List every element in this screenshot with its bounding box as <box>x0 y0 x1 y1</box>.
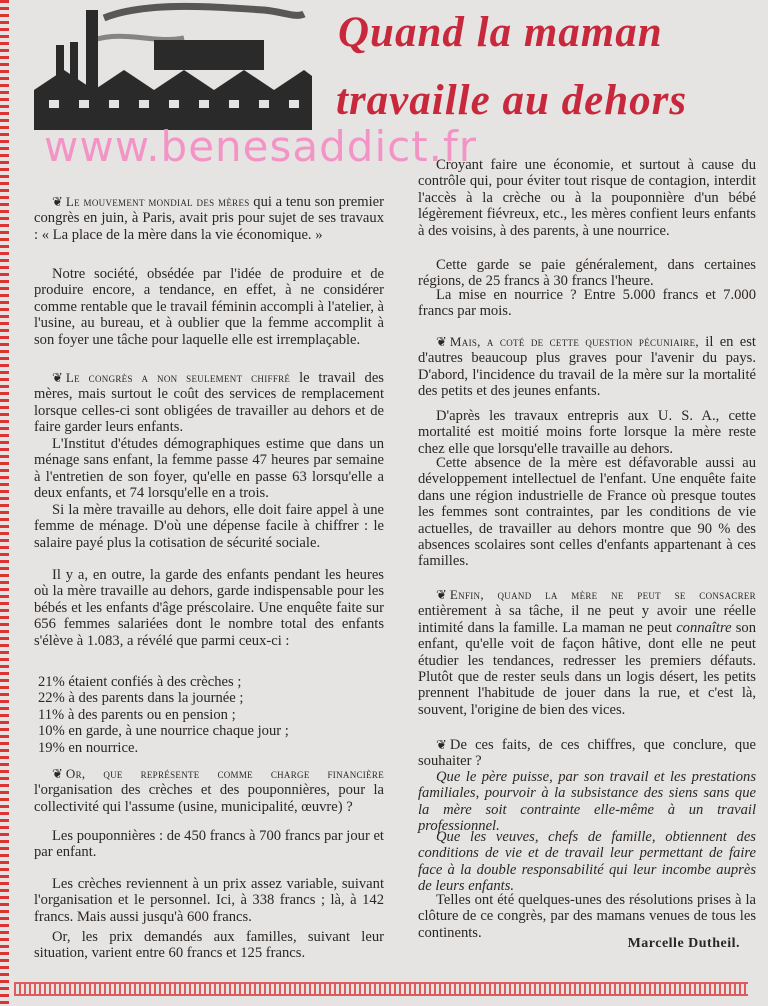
paragraph-text: De ces faits, de ces chiffres, que conclure, que souhaiter ? <box>418 737 756 770</box>
list-item: 11% à des parents ou en pension ; <box>38 706 236 723</box>
paragraph: Cette absence de la mère est défavorable aussi au développement intellectuel de l'enfant. Une enquête faite dans une région industrielle de France où presque toutes les femmes sont contraintes, par les conditions de vie actuelles, de travailler au dehors montre que 90 % des absences scolaires sont celles d'enfants appartenant à ces familles. <box>418 455 756 570</box>
paragraph: L'Institut d'études démographiques estime que dans un ménage sans enfant, la femme passe 47 heures par semaine à l'entretien de son foyer, qu'elle en passe 63 lorsqu'elle a deux enfants, et 74 lorsqu'elle en a trois. <box>34 436 384 502</box>
paragraph-text: entièrement à sa tâche, il ne peut y avoir une réelle intimité dans la famille. La maman ne peut <box>418 603 756 636</box>
lead-in: Le congrès a non seulement chiffré <box>65 370 291 385</box>
list-item: 21% étaient confiés à des crèches ; <box>38 674 242 690</box>
list-item: 22% à des parents dans la journée ; <box>38 690 244 707</box>
paragraph: Les pouponnières : de 450 francs à 700 francs par jour et par enfant. <box>34 828 384 861</box>
paragraph-section-3 <box>34 766 384 815</box>
lead-in: Le mouvement mondial des mères <box>65 194 250 209</box>
paragraph-intro <box>34 194 384 243</box>
left-decorative-border <box>0 0 9 1006</box>
lead-in: Mais, a coté de cette question pécuniaire, <box>449 334 699 349</box>
paragraph-section-4 <box>418 334 756 400</box>
paragraph: Notre société, obsédée par l'idée de produire et de produire encore, a tendance, en effet, à ne considérer comme rentable que le travail féminin accompli à l'atelier, à l'usine, au bureau, et à oublier que la femme accomplit à son foyer une tâche pour laquelle elle est irremplaçable. <box>34 266 384 348</box>
fleuron-icon: ❦ <box>436 737 447 752</box>
paragraph-text: l'organisation des crèches et des pouponnières, pour la collectivité qui l'assume (usine, municipalité, œuvre) ? <box>34 782 384 815</box>
fleuron-icon: ❦ <box>52 370 63 385</box>
lead-in: Or, que représente comme charge financière <box>65 766 384 781</box>
paragraph-section-2 <box>34 370 384 436</box>
article-title-line-1: Quand la maman <box>338 9 663 56</box>
paragraph-section-5 <box>418 587 756 718</box>
resolution-paragraph: Que les veuves, chefs de famille, obtiennent des conditions de vie et de travail leur permettant de faire face à la double responsabilité qui leur incombe auprès de leurs enfants. <box>418 829 756 895</box>
paragraph-text: qui a tenu son premier congrès en juin, à Paris, avait pris pour sujet de ses travaux : « La place de la mère dans la vie économique. » <box>34 194 385 243</box>
paragraph: La mise en nourrice ? Entre 5.000 francs et 7.000 francs par mois. <box>418 287 756 320</box>
paragraph: D'après les travaux entrepris aux U. S. A., cette mortalité est moitié moins forte lorsque la mère reste chez elle que lorsqu'elle travaille au dehors. <box>418 408 756 457</box>
list-item: 19% en nourrice. <box>38 739 139 756</box>
paragraph-conclusion <box>418 737 756 770</box>
watermark: www.benesaddict.fr <box>44 122 478 171</box>
resolution-paragraph: Que le père puisse, par son travail et les prestations familiales, pourvoir à la subsistance des siens sans que la mère soit contrainte elle-même à un travail professionnel. <box>418 769 756 835</box>
paragraph: Il y a, en outre, la garde des enfants pendant les heures où la mère travaille au dehors, garde indispensable pour les bébés et les enfants d'âge préscolaire. Une enquête faite sur 656 femmes salariées dont le nombre total des enfants s'élève à 1.083, a révélé que parmi ceux-ci : <box>34 567 384 649</box>
fleuron-icon: ❦ <box>52 766 63 781</box>
paragraph: Or, les prix demandés aux familles, suivant leur situation, varient entre 60 francs et 125 francs. <box>34 929 384 962</box>
paragraph: Cette garde se paie généralement, dans certaines régions, de 25 francs à 30 francs l'heure. <box>418 257 756 290</box>
lead-in: Enfin, quand la mère ne peut se consacrer <box>449 587 756 602</box>
paragraph: Les crèches reviennent à un prix assez variable, suivant l'organisation et le personnel. Ici, à 338 francs ; là, à 142 francs. Mais aussi jusqu'à 600 francs. <box>34 876 384 925</box>
fleuron-icon: ❦ <box>52 194 63 209</box>
paragraph: Si la mère travaille au dehors, elle doit faire appel à une femme de ménage. D'où une dépense facile à chiffrer : le salaire payé plus la cotisation de sécurité sociale. <box>34 502 384 551</box>
list-item: 10% en garde, à une nourrice chaque jour ; <box>38 723 289 740</box>
bottom-decorative-border <box>14 982 748 996</box>
factory-illustration <box>34 0 312 136</box>
paragraph-text: son enfant, qu'elle voit de façon hâtive, dont elle ne peut étudier les tendances, redresser les premiers défauts. Plutôt que de rester seuls dans un logis désert, les petits prennent l'habitude de jouer dans la rue, et c'est là, souvent, l'origine de bien des vices. <box>418 619 757 718</box>
paragraph-text: le travail des mères, mais surtout le coût des services de remplacement lorsque celles-ci sont obligées de travailler au dehors et de faire garder leurs enfants. <box>34 370 384 436</box>
emphasis: connaître <box>676 619 732 636</box>
statistics-list <box>38 674 378 756</box>
paragraph: Croyant faire une économie, et surtout à cause du contrôle qui, pour éviter tout risque de contagion, interdit l'accès à la crèche ou à la pouponnière d'un bébé légèrement fiévreux, etc., les mères confient leurs enfants à des voisins, à des parents, à une nourrice. <box>418 157 756 239</box>
fleuron-icon: ❦ <box>436 587 447 602</box>
author-signature: Marcelle Dutheil. <box>627 936 740 951</box>
fleuron-icon: ❦ <box>436 334 447 349</box>
article-title-line-2: travaille au dehors <box>336 77 688 124</box>
paragraph-text: il en est d'autres beaucoup plus graves pour l'avenir du pays. D'abord, l'incidence du travail de la mère sur la mortalité des petits et des jeunes enfants. <box>418 334 756 400</box>
paragraph: Telles ont été quelques-unes des résolutions prises à la clôture de ce congrès, par des mamans venues de tous les continents. <box>418 892 756 941</box>
